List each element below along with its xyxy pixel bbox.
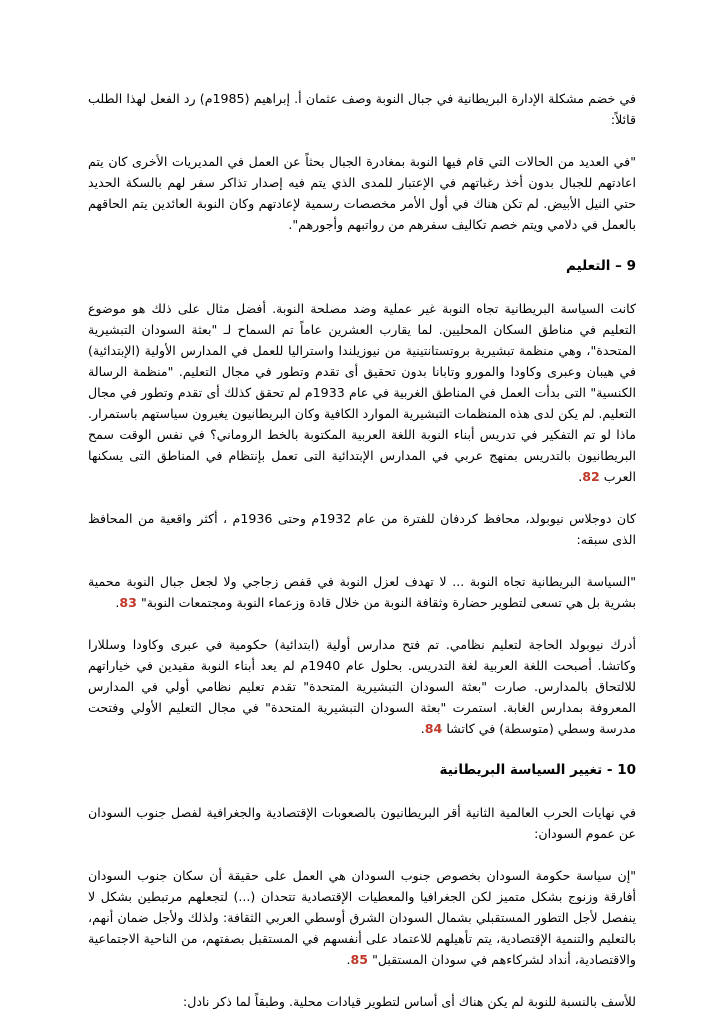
quote-paragraph-1: "في العديد من الحالات التي قام فيها النوبة بمغادرة الجبال بحثاً عن العمل في المديريات الأخرى كان يتم اعادتهم للجبال بدون أخذ رغباتهم في الإعتبار للمدى الذي يتم فيه إصدار تذاكر سفر لهم بالسكة الحديد حتي النيل الأبيض. لم تكن هناك في أول الأمر مخصصات رسمية لإعادتهم وكان النوبة العائدين يتم الحاقهم بالعمل في دلامي ويتم خصم تكاليف سفرهم من رواتبهم وأجورهم". [88, 154, 636, 232]
quote-2-text: "السياسة البريطانية تجاه النوبة ... لا تهدف لعزل النوبة في قفص زجاجي ولا لجعل جبال النوبة محمية بشرية بل هي تسعى لتطوير حضارة وثقافة النوبة من خلال قادة وزعماء النوبة ومجتمعات النوبة" [88, 574, 636, 610]
quote-3-text: "إن سياسة حكومة السودان بخصوص جنوب السودان هي العمل على حقيقة أن سكان جنوب السودان أفارقة وزنوج بشكل متميز لكن الجغرافيا والمعطيات الإقتصادية تتحدان (...) لتجعلهم مرتبطين بشكل لا ينفصل لأجل التطور المستقبلي بشمال السودان الشرق أوسطي العربي الثقافة: ولذلك ولأجل ضمان أنهم، بالتعليم والتنمية الإقتصادية، يتم تأهيلهم للاعتماد على أنفسهم في المستقبل بصفتهم، من الناحية الاجتماعية والاقتصادية، أنداد لشركاءهم في سودان المستقبل" [88, 868, 636, 967]
paragraph-closing: للأسف بالنسبة للنوبة لم يكن هناك أى أساس لتطوير قيادات محلية. وطبقاً لما ذكر نادل: [183, 994, 636, 1009]
footnote-ref-83: 83 [119, 595, 137, 610]
quote-paragraph-3: "إن سياسة حكومة السودان بخصوص جنوب السودان هي العمل على حقيقة أن سكان جنوب السودان أفارقة وزنوج بشكل متميز لكن الجغرافيا والمعطيات الإقتصادية تتحدان (...) لتجعلهم مرتبطين بشكل لا ينفصل لأجل التطور المستقبلي بشمال السودان الشرق أوسطي العربي الثقافة: ولذلك ولأجل ضمان أنهم، بالتعليم والتنمية الإقتصادية، يتم تأهيلهم للاعتماد على أنفسهم في المستقبل بصفتهم، من الناحية الاجتماعية والاقتصادية، أنداد لشركاءهم في سودان المستقبل" 85. [88, 868, 636, 967]
paragraph-schools-text: أدرك نيوبولد الحاجة لتعليم نظامي. تم فتح مدارس أولية (ابتدائية) حكومية في عبرى وكاودا وسللارا وكاتشا. أصبحت اللغة العربية لغة التدريس. بحلول عام 1940م لم يعد أبناء النوبة مقيدين في خياراتهم للالتحاق بالمدارس. صارت "بعثة السودان التبشيرية المتحدة" تقدم تعليم نظامي أولي في المدارس المعروفة بمدارس الغابة. استمرت "بعثة السودان التبشيرية المتحدة" في مجال التعليم الأولي وفتحت مدرسة وسطي (متوسطة) في كاتشا [88, 637, 636, 736]
paragraph-ww2: في نهايات الحرب العالمية الثانية أقر البريطانيون بالصعوبات الإقتصادية والجغرافية لفصل جنوب السودان عن عموم السودان: [88, 805, 636, 841]
paragraph-education-text: كانت السياسة البريطانية تجاه النوبة غير عملية وضد مصلحة النوبة. أفضل مثال على ذلك هو موضوع التعليم في مناطق السكان المحليين. لما يقارب العشرين عاماً تم السماح لـ "بعثة السودان التبشيرية المتحدة"، وهي منظمة تبشيرية بروتستانتينية من نيوزيلندا واستراليا للعمل في المدارس الأولية (الإبتدائية) في هيبان وعبرى وكاودا والمورو وتابانا بدون تحقيق أى تقدم وتطور في مجال التعليم. "منظمة الرسالة الكنسية" التى بدأت العمل في المناطق الغربية في عام 1933م لم تحقق كذلك أى تقدم وتطور في مجال التعليم. لم يكن لدى هذه المنظمات التبشيرية الموارد الكافية وكان البريطانيون يغيرون سياستهم باستمرار. ماذا لو تم التفكير في تدريس أبناء النوبة اللغة العربية المكتوبة بالخط الروماني؟ في نفس الوقت سمح البريطانيون بالتدريس بمنهج عربي في المدارس الإبتدائية التى تعمل بإنتظام في المناطق التى يسكنها العرب [88, 301, 636, 484]
footnote-ref-84: 84 [424, 721, 443, 736]
paragraph-education: كانت السياسة البريطانية تجاه النوبة غير عملية وضد مصلحة النوبة. أفضل مثال على ذلك هو موضوع التعليم في مناطق السكان المحليين. لما يقارب العشرين عاماً تم السماح لـ "بعثة السودان التبشيرية المتحدة"، وهي منظمة تبشيرية بروتستانتينية من نيوزيلندا واستراليا للعمل في المدارس الأولية (الإبتدائية) في هيبان وعبرى وكاودا والمورو وتابانا بدون تحقيق أى تقدم وتطور في مجال التعليم. "منظمة الرسالة الكنسية" التى بدأت العمل في المناطق الغربية في عام 1933م لم تحقق كذلك أى تقدم وتطور في مجال التعليم. لم يكن لدى هذه المنظمات التبشيرية الموارد الكافية وكان البريطانيون يغيرون سياستهم باستمرار. ماذا لو تم التفكير في تدريس أبناء النوبة اللغة العربية المكتوبة بالخط الروماني؟ في نفس الوقت سمح البريطانيون بالتدريس بمنهج عربي في المدارس الإبتدائية التى تعمل بإنتظام في المناطق التى يسكنها العرب 82. [88, 301, 636, 484]
paragraph-newbold: كان دوجلاس نيوبولد، محافظ كردفان للفترة من عام 1932م وحتى 1936م ، أكثر واقعية من المحافظ الذى سبقه: [88, 511, 636, 547]
section-heading-education: 9 – التعليم [566, 258, 636, 274]
paragraph-intro: في خضم مشكلة الإدارة البريطانية في جبال النوبة وصف عثمان أ. إبراهيم (1985م) رد الفعل لهذا الطلب قائلاً: [88, 91, 636, 127]
paragraph-schools: أدرك نيوبولد الحاجة لتعليم نظامي. تم فتح مدارس أولية (ابتدائية) حكومية في عبرى وكاودا وسللارا وكاتشا. أصبحت اللغة العربية لغة التدريس. بحلول عام 1940م لم يعد أبناء النوبة مقيدين في خياراتهم للالتحاق بالمدارس. صارت "بعثة السودان التبشيرية المتحدة" تقدم تعليم نظامي أولي في المدارس المعروفة بمدارس الغابة. استمرت "بعثة السودان التبشيرية المتحدة" في مجال التعليم الأولي وفتحت مدرسة وسطي (متوسطة) في كاتشا 84. [88, 637, 636, 736]
footnote-ref-82: 82 [582, 469, 600, 484]
footnote-ref-85: 85 [350, 952, 369, 967]
quote-paragraph-2: "السياسة البريطانية تجاه النوبة ... لا تهدف لعزل النوبة في قفص زجاجي ولا لجعل جبال النوبة محمية بشرية بل هي تسعى لتطوير حضارة وثقافة النوبة من خلال قادة وزعماء النوبة ومجتمعات النوبة" 83. [88, 574, 636, 610]
section-heading-policy-change: 10 - تغيير السياسة البريطانية [439, 762, 636, 778]
